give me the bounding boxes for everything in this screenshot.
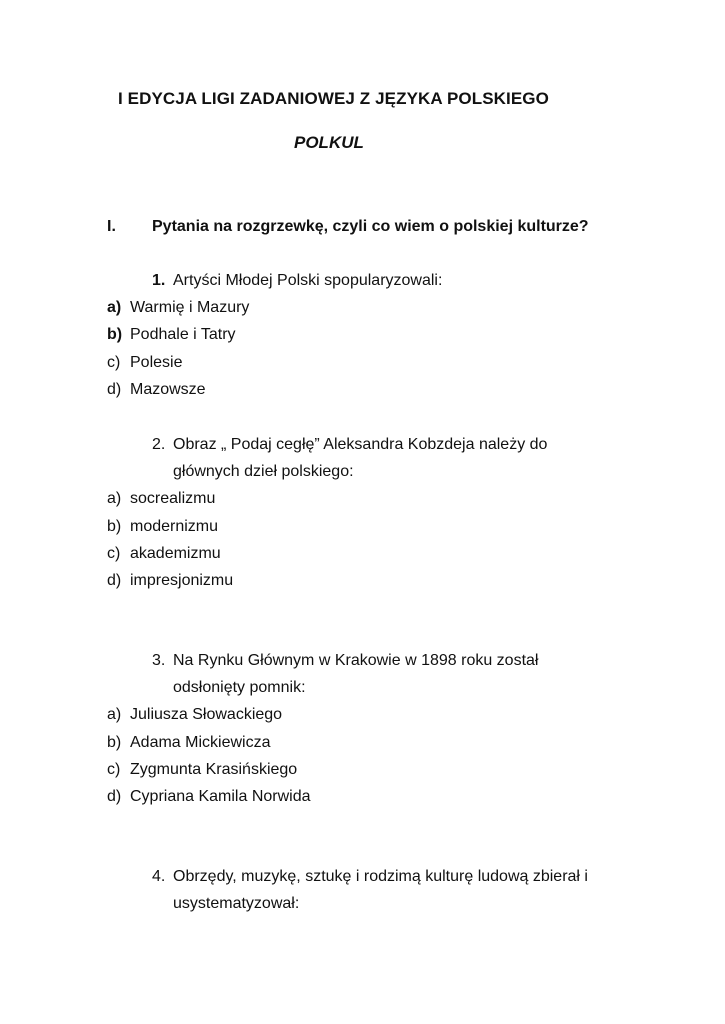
question-3-text-line-2: odsłonięty pomnik: — [173, 679, 306, 696]
question-1-option-c-text: Polesie — [130, 354, 183, 371]
question-2-option-b-label: b) — [107, 518, 122, 535]
question-2-option-d-label: d) — [107, 572, 122, 589]
question-3-option-c-text: Zygmunta Krasińskiego — [130, 761, 298, 778]
question-2-text-line-2: głównych dzieł polskiego: — [173, 463, 354, 480]
question-1-option-a-label: a) — [107, 299, 122, 316]
question-3-option-c-label: c) — [107, 761, 121, 778]
document-title: I EDYCJA LIGI ZADANIOWEJ Z JĘZYKA POLSKIEGO — [118, 89, 549, 108]
question-2-option-a-text: socrealizmu — [130, 490, 216, 507]
question-3-option-b-label: b) — [107, 734, 122, 751]
document-subtitle: POLKUL — [294, 133, 364, 152]
question-1-option-d-text: Mazowsze — [130, 381, 206, 398]
question-2-option-d-text: impresjonizmu — [130, 572, 234, 589]
question-2-option-b-text: modernizmu — [130, 518, 219, 535]
question-4-text-line-1: Obrzędy, muzykę, sztukę i rodzimą kulturę ludową zbierał i — [173, 868, 588, 885]
question-1-option-c-label: c) — [107, 354, 121, 371]
question-1-option-d-label: d) — [107, 381, 122, 398]
question-2-number: 2. — [152, 436, 166, 453]
question-2-text-line-1: Obraz „ Podaj cegłę” Aleksandra Kobzdeja należy do — [173, 436, 548, 453]
question-2-option-a-label: a) — [107, 490, 122, 507]
question-3-option-a-label: a) — [107, 706, 122, 723]
question-1-number: 1. — [152, 272, 166, 289]
question-1-option-b-text: Podhale i Tatry — [130, 326, 236, 343]
section-title: Pytania na rozgrzewkę, czyli co wiem o polskiej kulturze? — [152, 218, 589, 235]
question-4-number: 4. — [152, 868, 166, 885]
question-3-option-d-text: Cypriana Kamila Norwida — [130, 788, 311, 805]
question-3-option-a-text: Juliusza Słowackiego — [130, 706, 283, 723]
question-1-text: Artyści Młodej Polski spopularyzowali: — [173, 272, 443, 289]
question-1-option-a-text: Warmię i Mazury — [130, 299, 250, 316]
question-3-option-d-label: d) — [107, 788, 122, 805]
section-number: I. — [107, 218, 116, 235]
question-3-text-line-1: Na Rynku Głównym w Krakowie w 1898 roku został — [173, 652, 539, 669]
question-1-option-b-label: b) — [107, 326, 123, 343]
question-3-number: 3. — [152, 652, 166, 669]
question-2-option-c-text: akademizmu — [130, 545, 221, 562]
question-4-text-line-2: usystematyzował: — [173, 895, 300, 912]
question-2-option-c-label: c) — [107, 545, 121, 562]
question-3-option-b-text: Adama Mickiewicza — [130, 734, 271, 751]
